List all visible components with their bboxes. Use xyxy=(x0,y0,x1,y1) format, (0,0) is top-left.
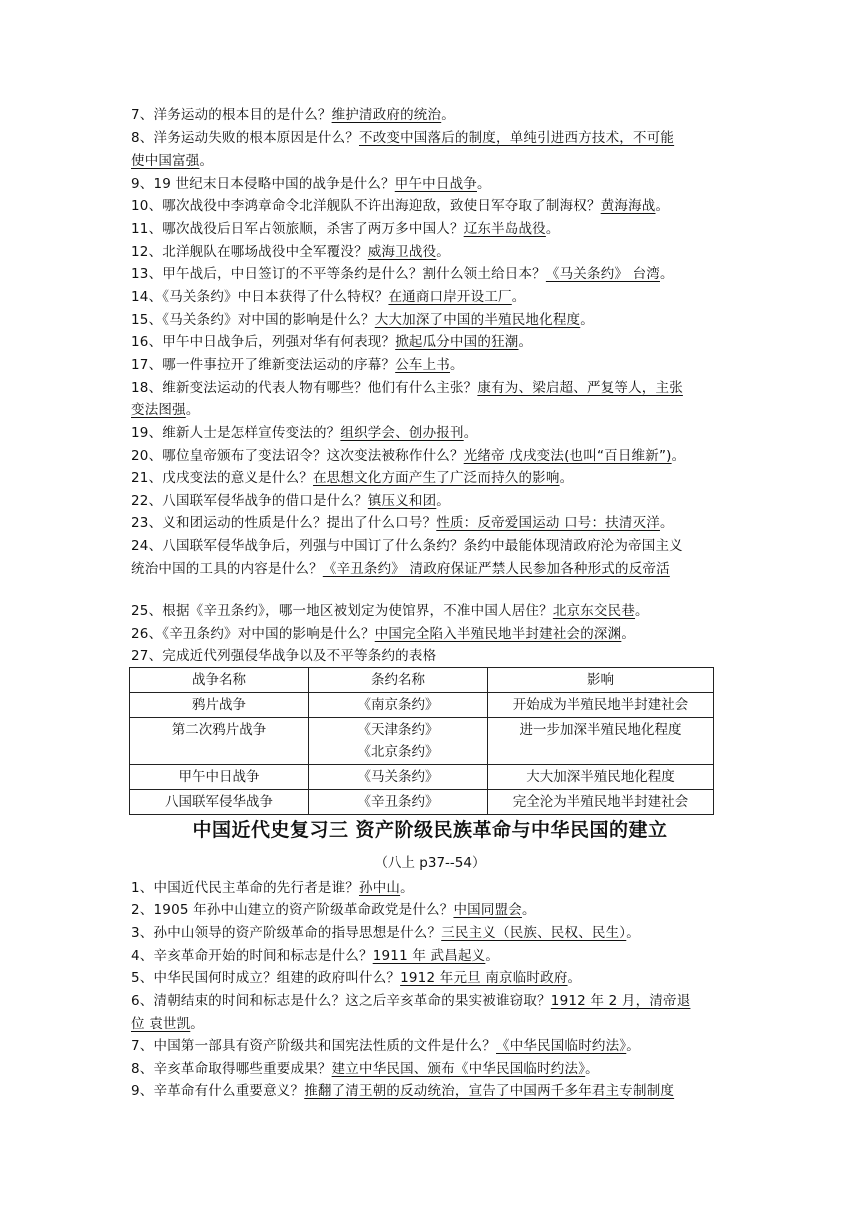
table-header: 战争名称 xyxy=(130,668,309,693)
answer: 光绪帝 戊戌变法(也叫“百日维新”) xyxy=(463,448,672,464)
table-cell: 《天津条约》 《北京条约》 xyxy=(309,718,488,765)
qa-line: 5、中华民国何时成立？组建的政府叫什么？1912 年元旦 南京临时政府。 xyxy=(131,970,582,986)
qa-line: 7、中国第一部具有资产阶级共和国宪法性质的文件是什么？《中华民国临时约法》。 xyxy=(131,1038,640,1054)
qa-line: 11、哪次战役后日军占领旅顺，杀害了两万多中国人？辽东半岛战役。 xyxy=(131,221,560,237)
answer: 孙中山 xyxy=(359,880,401,896)
table-cell: 进一步加深半殖民地化程度 xyxy=(488,718,714,765)
table-cell: 《南京条约》 xyxy=(309,693,488,718)
qa-line: 10、哪次战役中李鸿章命令北洋舰队不许出海迎敌，致使日军夺取了制海权？黄海海战。 xyxy=(131,198,670,214)
qa-line: 12、北洋舰队在哪场战役中全军覆没？威海卫战役。 xyxy=(131,244,450,260)
answer: 1912 年元旦 南京临时政府 xyxy=(400,970,568,986)
answer: 威海卫战役 xyxy=(367,244,437,260)
answer: 在通商口岸开设工厂 xyxy=(388,289,512,305)
table-header: 影响 xyxy=(488,668,714,693)
answer: 维护清政府的统治 xyxy=(331,107,442,123)
answer: 康有为、梁启超、严复等人，主张 xyxy=(477,380,683,396)
qa-line: 20、哪位皇帝颁布了变法诏令？这次变法被称作什么？光绪帝 戊戌变法(也叫“百日维新”)。 xyxy=(131,448,686,464)
qa-line: 17、哪一件事拉开了维新变法运动的序幕？公车上书。 xyxy=(131,357,464,373)
table-cell: 《辛丑条约》 xyxy=(309,790,488,815)
table-row xyxy=(130,693,714,718)
answer: 在思想文化方面产生了广泛而持久的影响 xyxy=(312,470,560,486)
qa-line: 3、孙中山领导的资产阶级革命的指导思想是什么？三民主义（民族、民权、民生）。 xyxy=(131,925,640,941)
qa-line: 7、洋务运动的根本目的是什么？维护清政府的统治。 xyxy=(131,107,455,123)
table-row xyxy=(130,765,714,790)
answer: 甲午中日战争 xyxy=(394,176,477,192)
answer: 掀起瓜分中国的狂潮 xyxy=(395,334,519,350)
qa-line: 使中国富强。 xyxy=(131,153,214,169)
war-treaty-table xyxy=(129,667,714,815)
answer: 中国同盟会 xyxy=(453,902,522,918)
qa-line: 27、完成近代列强侵华战争以及不平等条约的表格 xyxy=(131,648,437,664)
qa-line: 21、戊戌变法的意义是什么？在思想文化方面产生了广泛而持久的影响。 xyxy=(131,470,574,486)
qa-line: 9、19 世纪末日本侵略中国的战争是什么？甲午中日战争。 xyxy=(131,176,491,192)
answer: 镇压义和团 xyxy=(367,493,437,509)
answer: 公车上书 xyxy=(395,357,450,373)
table-row xyxy=(130,790,714,815)
answer: 使中国富强 xyxy=(131,153,200,169)
answer: 中国完全陷入半殖民地半封建社会的深渊 xyxy=(374,626,622,642)
table-cell: 第二次鸦片战争 xyxy=(130,718,309,765)
answer: 1911 年 武昌起义 xyxy=(372,948,486,964)
qa-line: 8、辛亥革命取得哪些重要成果？建立中华民国、颁布《中华民国临时约法》。 xyxy=(131,1061,599,1077)
table-cell: 完全沦为半殖民地半封建社会 xyxy=(488,790,714,815)
qa-line: 6、清朝结束的时间和标志是什么？这之后辛亥革命的果实被谁窃取？1912 年 2 月，清帝退 xyxy=(131,993,691,1009)
qa-line: 23、义和团运动的性质是什么？提出了什么口号？性质：反帝爱国运动 口号：扶清灭洋。 xyxy=(131,515,674,531)
table-cell: 鸦片战争 xyxy=(130,693,309,718)
qa-line: 14、《马关条约》中日本获得了什么特权？在通商口岸开设工厂。 xyxy=(131,289,526,305)
qa-line: 4、辛亥革命开始的时间和标志是什么？1911 年 武昌起义。 xyxy=(131,948,500,964)
table-cell: 《马关条约》 xyxy=(309,765,488,790)
answer: 《辛丑条约》 清政府保证严禁人民参加各种形式的反帝活 xyxy=(322,561,670,577)
answer: 组织学会、创办报刊 xyxy=(340,425,464,441)
answer: 1912 年 2 月，清帝退 xyxy=(550,993,691,1009)
qa-line: 1、中国近代民主革命的先行者是谁？孙中山。 xyxy=(131,880,414,896)
qa-line: 位 袁世凯。 xyxy=(131,1016,204,1032)
answer: 辽东半岛战役 xyxy=(463,221,546,237)
answer: 建立中华民国、颁布《中华民国临时约法》 xyxy=(331,1061,586,1077)
qa-line: 13、甲午战后，中日签订的不平等条约是什么？割什么领土给日本？《马关条约》 台湾。 xyxy=(131,266,674,282)
answer: 黄海海战 xyxy=(600,198,656,214)
table-header-row xyxy=(130,668,714,693)
qa-line: 22、八国联军侵华战争的借口是什么？镇压义和团。 xyxy=(131,493,450,509)
answer: 《马关条约》 台湾 xyxy=(545,266,660,282)
qa-line: 25、根据《辛丑条约》，哪一地区被划定为使馆界，不准中国人居住？北京东交民巷。 xyxy=(131,603,649,619)
table-cell: 开始成为半殖民地半封建社会 xyxy=(488,693,714,718)
answer: 三民主义（民族、民权、民生） xyxy=(441,925,627,941)
answer: 变法图强 xyxy=(131,402,186,418)
table-cell: 大大加深半殖民地化程度 xyxy=(488,765,714,790)
answer: 北京东交民巷 xyxy=(552,603,636,619)
qa-line: 变法图强。 xyxy=(131,402,200,418)
qa-line: 15、《马关条约》对中国的影响是什么？大大加深了中国的半殖民地化程度。 xyxy=(131,312,594,328)
answer: 不改变中国落后的制度，单纯引进西方技术，不可能 xyxy=(359,130,675,146)
answer: 《中华民国临时约法》 xyxy=(496,1038,627,1054)
qa-line: 18、维新变法运动的代表人物有哪些？他们有什么主张？康有为、梁启超、严复等人，主张 xyxy=(131,380,683,396)
qa-line: 统治中国的工具的内容是什么？《辛丑条约》 清政府保证严禁人民参加各种形式的反帝活 xyxy=(131,561,670,577)
table-header: 条约名称 xyxy=(309,668,488,693)
table-row xyxy=(130,718,714,765)
answer: 位 袁世凯 xyxy=(131,1016,191,1032)
section-subtitle: （八上 p37--54） xyxy=(374,855,486,871)
qa-line: 9、辛革命有什么重要意义？推翻了清王朝的反动统治，宣告了中国两千多年君主专制制度 xyxy=(131,1083,675,1099)
answer: 大大加深了中国的半殖民地化程度 xyxy=(374,312,581,328)
qa-line: 26、《辛丑条约》对中国的影响是什么？中国完全陷入半殖民地半封建社会的深渊。 xyxy=(131,626,636,642)
qa-line: 19、维新人士是怎样宣传变法的？组织学会、创办报刊。 xyxy=(131,425,478,441)
table-cell: 甲午中日战争 xyxy=(130,765,309,790)
qa-line: 16、甲午中日战争后，列强对华有何表现？掀起瓜分中国的狂潮。 xyxy=(131,334,533,350)
qa-line: 8、洋务运动失败的根本原因是什么？不改变中国落后的制度，单纯引进西方技术，不可能 xyxy=(131,130,675,146)
answer: 推翻了清王朝的反动统治，宣告了中国两千多年君主专制制度 xyxy=(304,1083,675,1099)
answer: 性质：反帝爱国运动 口号：扶清灭洋 xyxy=(436,515,660,531)
qa-line: 2、1905 年孙中山建立的资产阶级革命政党是什么？中国同盟会。 xyxy=(131,902,536,918)
qa-line: 24、八国联军侵华战争后，列强与中国订了什么条约？条约中最能体现清政府沦为帝国主义 xyxy=(131,538,683,554)
section-title: 中国近代史复习三 资产阶级民族革命与中华民国的建立 xyxy=(192,819,668,841)
table-cell: 八国联军侵华战争 xyxy=(130,790,309,815)
